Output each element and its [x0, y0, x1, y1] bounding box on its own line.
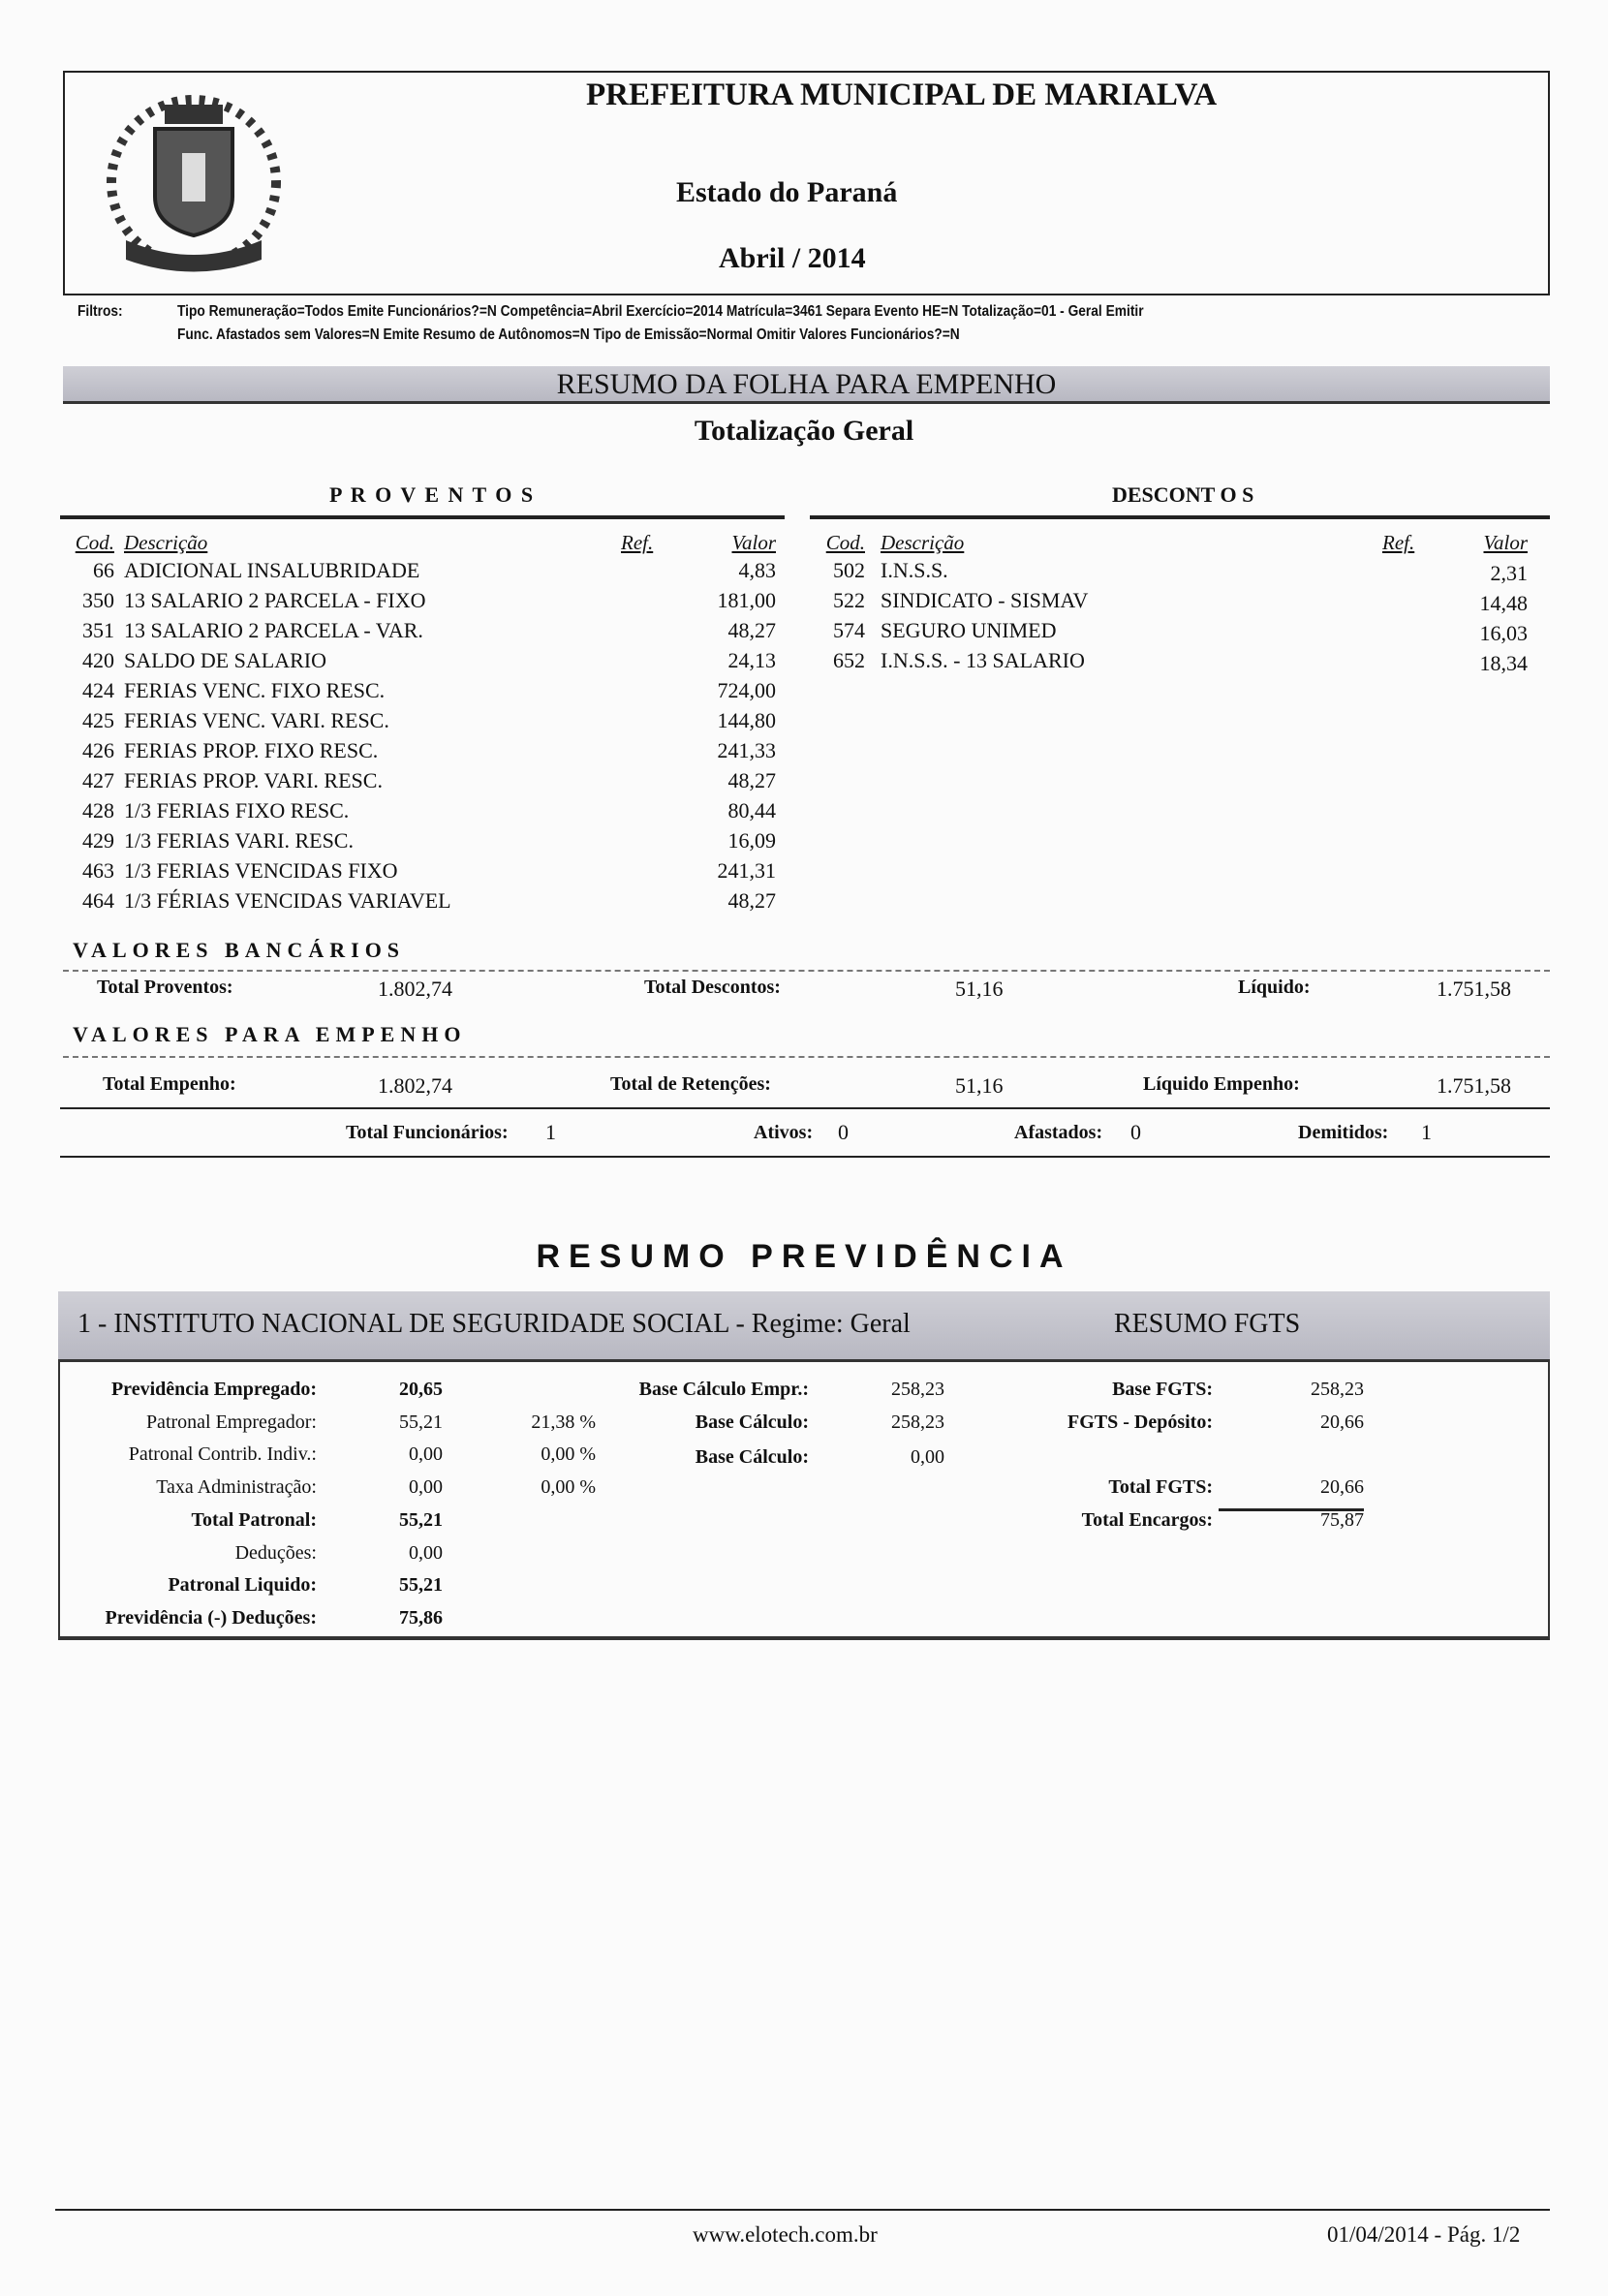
previdencia-label: Patronal Liquido:	[168, 1574, 317, 1597]
total-empenho-value: 1.802,74	[378, 1073, 452, 1098]
descontos-row-code: 652	[833, 648, 865, 672]
liquido-empenho-value: 1.751,58	[1437, 1073, 1511, 1098]
previdencia-label: Patronal Contrib. Indiv.:	[128, 1443, 317, 1466]
previdencia-label: Previdência (-) Deduções:	[105, 1606, 317, 1629]
retencoes-value: 51,16	[955, 1073, 1004, 1098]
divider	[60, 515, 785, 519]
proventos-row-code: 429	[82, 828, 114, 853]
descontos-header-desc: Descrição	[881, 531, 965, 554]
filters-line-2: Func. Afastados sem Valores=N Emite Resumo de Autônomos=N Tipo de Emissão=Normal Omitir Valores Funcionários?=N	[177, 326, 960, 343]
proventos-row-description: 1/3 FERIAS VARI. RESC.	[124, 828, 354, 853]
proventos-row-code: 464	[82, 888, 114, 913]
base-calculo-value: 258,23	[891, 1379, 944, 1400]
footer-page-info: 01/04/2014 - Pág. 1/2	[1327, 2222, 1521, 2247]
descontos-row-description: I.N.S.S. - 13 SALARIO	[881, 648, 1085, 672]
empenho-title: VALORES PARA EMPENHO	[73, 1022, 467, 1046]
proventos-row-code: 351	[82, 618, 114, 642]
bancarios-title: VALORES BANCÁRIOS	[73, 938, 406, 962]
proventos-header-val: Valor	[731, 531, 776, 554]
descontos-title: DESCONT O S	[1112, 482, 1254, 507]
liquido-empenho-label: Líquido Empenho:	[1143, 1073, 1300, 1095]
descontos-row-value: 2,31	[1490, 561, 1528, 585]
inss-title: 1 - INSTITUTO NACIONAL DE SEGURIDADE SOCIAL - Regime: Geral	[77, 1309, 911, 1339]
summary-subtitle: Totalização Geral	[694, 415, 914, 447]
proventos-row-value: 144,80	[717, 708, 776, 732]
descontos-row-description: I.N.S.S.	[881, 558, 948, 582]
proventos-row-description: ADICIONAL INSALUBRIDADE	[124, 558, 420, 582]
previdencia-value: 0,00	[409, 1476, 443, 1499]
descontos-header-ref: Ref.	[1382, 531, 1415, 554]
previdencia-value: 75,86	[399, 1606, 443, 1629]
fgts-value: 20,66	[1320, 1411, 1364, 1433]
fgts-value: 20,66	[1320, 1476, 1364, 1499]
fgts-value: 75,87	[1320, 1508, 1364, 1531]
descontos-row-description: SEGURO UNIMED	[881, 618, 1057, 642]
previdencia-value: 0,00	[409, 1443, 443, 1466]
proventos-header-ref: Ref.	[621, 531, 654, 554]
descontos-header-cod: Cod.	[825, 531, 865, 554]
previdencia-label: Deduções:	[234, 1541, 317, 1564]
filters-line-1: Tipo Remuneração=Todos Emite Funcionários?=N Competência=Abril Exercício=2014 Matrícula=3461 Separa Evento HE=N Totalização=01 - Geral Emitir	[177, 303, 1144, 320]
previdencia-percent: 0,00 %	[541, 1476, 596, 1499]
descontos-row-code: 502	[833, 558, 865, 582]
proventos-row-code: 66	[93, 558, 114, 582]
proventos-row-value: 241,33	[717, 738, 776, 762]
descontos-row-value: 16,03	[1479, 621, 1528, 645]
proventos-row-code: 420	[82, 648, 114, 672]
liquido-value: 1.751,58	[1437, 977, 1511, 1001]
previdencia-percent: 21,38 %	[531, 1411, 596, 1433]
proventos-row-code: 463	[82, 858, 114, 883]
previdencia-value: 20,65	[399, 1379, 443, 1400]
proventos-row-value: 16,09	[727, 828, 776, 853]
proventos-row-description: SALDO DE SALARIO	[124, 648, 326, 672]
summary-title-bar	[63, 366, 1550, 404]
retencoes-label: Total de Retenções:	[610, 1073, 771, 1095]
previdencia-title: RESUMO PREVIDÊNCIA	[536, 1238, 1072, 1275]
period: Abril / 2014	[719, 242, 866, 274]
descontos-row-code: 522	[833, 588, 865, 612]
proventos-row-description: FERIAS VENC. VARI. RESC.	[124, 708, 389, 732]
proventos-row-value: 48,27	[727, 618, 776, 642]
fgts-title: RESUMO FGTS	[1114, 1309, 1301, 1339]
divider	[60, 1107, 1550, 1109]
total-descontos-value: 51,16	[955, 977, 1004, 1001]
summary-title: RESUMO DA FOLHA PARA EMPENHO	[556, 368, 1057, 400]
liquido-label: Líquido:	[1238, 977, 1311, 998]
demitidos-label: Demitidos:	[1298, 1122, 1389, 1143]
proventos-row-description: 13 SALARIO 2 PARCELA - FIXO	[124, 588, 426, 612]
municipality-title: PREFEITURA MUNICIPAL DE MARIALVA	[586, 78, 1218, 112]
proventos-row-description: 1/3 FERIAS VENCIDAS FIXO	[124, 858, 398, 883]
demitidos-value: 1	[1421, 1120, 1432, 1144]
proventos-row-description: FERIAS PROP. VARI. RESC.	[124, 768, 383, 792]
proventos-row-description: 13 SALARIO 2 PARCELA - VAR.	[124, 618, 423, 642]
total-empenho-label: Total Empenho:	[103, 1073, 236, 1095]
base-calculo-label: Base Cálculo Empr.:	[638, 1379, 809, 1400]
proventos-row-value: 724,00	[717, 678, 776, 702]
proventos-row-description: FERIAS PROP. FIXO RESC.	[124, 738, 379, 762]
total-funcionarios-label: Total Funcionários:	[346, 1122, 509, 1143]
descontos-row-value: 14,48	[1479, 591, 1528, 615]
fgts-label: Total FGTS:	[1108, 1476, 1213, 1499]
proventos-row-value: 4,83	[738, 558, 776, 582]
total-proventos-value: 1.802,74	[378, 977, 452, 1001]
previdencia-label: Total Patronal:	[191, 1508, 317, 1531]
previdencia-label: Taxa Administração:	[156, 1476, 317, 1499]
descontos-header-val: Valor	[1483, 531, 1528, 554]
ativos-label: Ativos:	[754, 1122, 814, 1143]
proventos-row-description: FERIAS VENC. FIXO RESC.	[124, 678, 386, 702]
base-calculo-label: Base Cálculo:	[695, 1411, 809, 1433]
proventos-row-value: 181,00	[717, 588, 776, 612]
divider	[63, 970, 1550, 972]
proventos-header-cod: Cod.	[75, 531, 114, 554]
proventos-row-value: 241,31	[717, 858, 776, 883]
proventos-title: P R O V E N T O S	[329, 482, 536, 507]
total-descontos-label: Total Descontos:	[644, 977, 781, 998]
previdencia-label: Patronal Empregador:	[145, 1411, 317, 1433]
previdencia-value: 55,21	[399, 1411, 443, 1433]
footer-site-link[interactable]: www.elotech.com.br	[693, 2222, 878, 2247]
fgts-label: Total Encargos:	[1081, 1508, 1213, 1531]
proventos-row-code: 428	[82, 798, 114, 822]
state-name: Estado do Paraná	[676, 176, 898, 208]
proventos-row-code: 426	[82, 738, 114, 762]
proventos-row-code: 350	[82, 588, 114, 612]
base-calculo-value: 258,23	[891, 1411, 944, 1433]
proventos-row-code: 427	[82, 768, 114, 792]
base-calculo-label: Base Cálculo:	[695, 1446, 809, 1469]
fgts-label: Base FGTS:	[1112, 1379, 1213, 1400]
afastados-value: 0	[1130, 1120, 1141, 1144]
previdencia-value: 55,21	[399, 1574, 443, 1597]
proventos-row-value: 48,27	[727, 888, 776, 913]
previdencia-value: 0,00	[409, 1541, 443, 1564]
divider	[60, 1156, 1550, 1158]
proventos-row-code: 425	[82, 708, 114, 732]
descontos-row-value: 18,34	[1479, 651, 1528, 675]
proventos-row-value: 48,27	[727, 768, 776, 792]
ativos-value: 0	[838, 1120, 849, 1144]
footer-divider	[55, 2209, 1550, 2211]
total-proventos-label: Total Proventos:	[97, 977, 233, 998]
fgts-label: FGTS - Depósito:	[1067, 1411, 1213, 1433]
descontos-row-code: 574	[833, 618, 865, 642]
previdencia-label: Previdência Empregado:	[110, 1379, 317, 1400]
afastados-label: Afastados:	[1014, 1122, 1103, 1143]
proventos-row-description: 1/3 FÉRIAS VENCIDAS VARIAVEL	[124, 888, 451, 913]
municipal-seal-logo	[97, 76, 291, 279]
divider	[63, 1056, 1550, 1058]
fgts-value: 258,23	[1311, 1379, 1364, 1400]
filters-label: Filtros:	[77, 303, 123, 320]
previdencia-value: 55,21	[399, 1508, 443, 1531]
proventos-row-value: 24,13	[727, 648, 776, 672]
base-calculo-value: 0,00	[911, 1446, 944, 1469]
descontos-row-description: SINDICATO - SISMAV	[881, 588, 1089, 612]
proventos-row-description: 1/3 FERIAS FIXO RESC.	[124, 798, 350, 822]
total-funcionarios-value: 1	[545, 1120, 556, 1144]
proventos-row-value: 80,44	[727, 798, 776, 822]
divider	[810, 515, 1550, 519]
proventos-header-desc: Descrição	[124, 531, 208, 554]
proventos-row-code: 424	[82, 678, 114, 702]
previdencia-percent: 0,00 %	[541, 1443, 596, 1466]
